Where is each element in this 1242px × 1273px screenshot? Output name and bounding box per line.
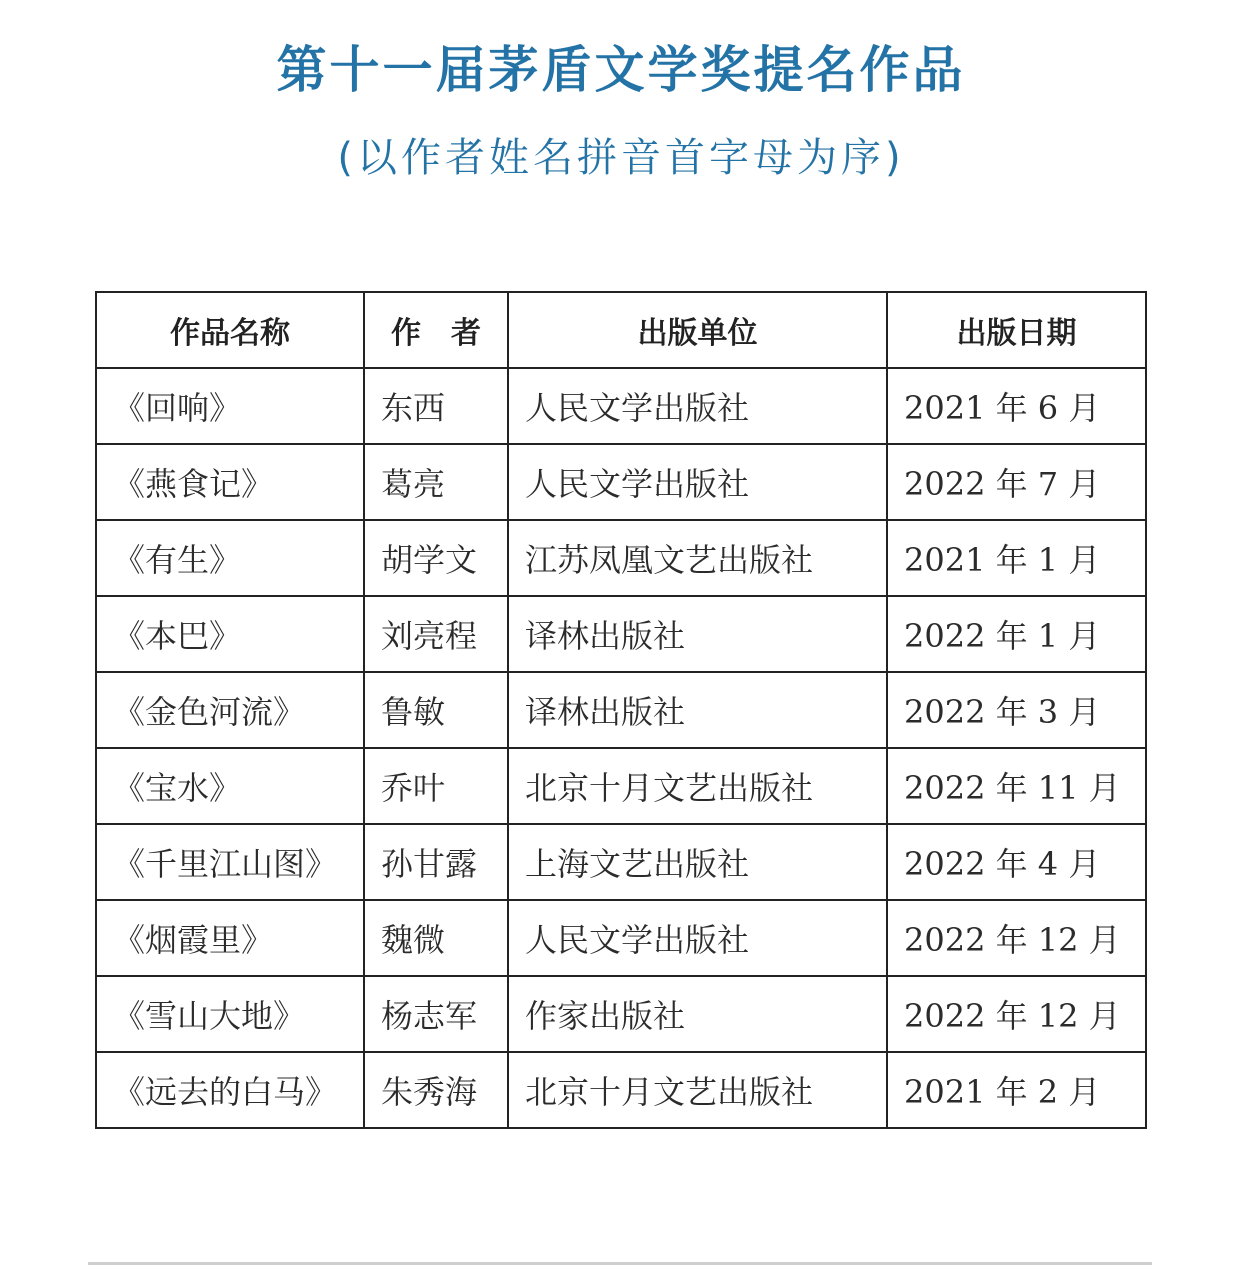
cell-date: 2021 年 6 月 — [887, 368, 1146, 444]
cell-work: 《回响》 — [96, 368, 364, 444]
header-publisher: 出版单位 — [508, 292, 887, 368]
cell-work: 《本巴》 — [96, 596, 364, 672]
page-title: 第十一届茅盾文学奖提名作品 — [276, 41, 966, 99]
table-header-row — [96, 292, 1146, 368]
table-row — [96, 900, 1146, 976]
cell-work: 《宝水》 — [96, 748, 364, 824]
cell-work: 《燕食记》 — [96, 444, 364, 520]
cell-author: 魏微 — [364, 900, 508, 976]
cell-work: 《烟霞里》 — [96, 900, 364, 976]
cell-publisher: 上海文艺出版社 — [508, 824, 887, 900]
nominations-table — [95, 291, 1147, 1129]
cell-author: 杨志军 — [364, 976, 508, 1052]
cell-work: 《有生》 — [96, 520, 364, 596]
cell-date: 2022 年 11 月 — [887, 748, 1146, 824]
table-row — [96, 520, 1146, 596]
cell-date: 2021 年 1 月 — [887, 520, 1146, 596]
cell-publisher: 江苏凤凰文艺出版社 — [508, 520, 887, 596]
cell-work: 《雪山大地》 — [96, 976, 364, 1052]
cell-publisher: 译林出版社 — [508, 672, 887, 748]
cell-date: 2021 年 2 月 — [887, 1052, 1146, 1128]
cell-author: 鲁敏 — [364, 672, 508, 748]
table-row — [96, 1052, 1146, 1128]
cell-author: 刘亮程 — [364, 596, 508, 672]
cell-publisher: 北京十月文艺出版社 — [508, 748, 887, 824]
header-author: 作 者 — [364, 292, 508, 368]
cell-date: 2022 年 4 月 — [887, 824, 1146, 900]
cell-author: 孙甘露 — [364, 824, 508, 900]
table-row — [96, 596, 1146, 672]
cell-publisher: 北京十月文艺出版社 — [508, 1052, 887, 1128]
table-row — [96, 672, 1146, 748]
cell-date: 2022 年 3 月 — [887, 672, 1146, 748]
cell-author: 胡学文 — [364, 520, 508, 596]
table-row — [96, 824, 1146, 900]
table-row — [96, 368, 1146, 444]
cell-date: 2022 年 1 月 — [887, 596, 1146, 672]
header-work: 作品名称 — [96, 292, 364, 368]
header-date: 出版日期 — [887, 292, 1146, 368]
table-row — [96, 748, 1146, 824]
cell-date: 2022 年 12 月 — [887, 900, 1146, 976]
cell-publisher: 人民文学出版社 — [508, 368, 887, 444]
cell-author: 朱秀海 — [364, 1052, 508, 1128]
cell-publisher: 译林出版社 — [508, 596, 887, 672]
cell-author: 葛亮 — [364, 444, 508, 520]
cell-publisher: 人民文学出版社 — [508, 900, 887, 976]
cell-publisher: 人民文学出版社 — [508, 444, 887, 520]
bottom-divider — [88, 1262, 1152, 1265]
cell-work: 《金色河流》 — [96, 672, 364, 748]
cell-author: 乔叶 — [364, 748, 508, 824]
cell-work: 《千里江山图》 — [96, 824, 364, 900]
cell-author: 东西 — [364, 368, 508, 444]
cell-date: 2022 年 7 月 — [887, 444, 1146, 520]
cell-publisher: 作家出版社 — [508, 976, 887, 1052]
cell-work: 《远去的白马》 — [96, 1052, 364, 1128]
cell-date: 2022 年 12 月 — [887, 976, 1146, 1052]
page-subtitle: (以作者姓名拼音首字母为序) — [337, 135, 905, 181]
table-row — [96, 976, 1146, 1052]
table-row — [96, 444, 1146, 520]
